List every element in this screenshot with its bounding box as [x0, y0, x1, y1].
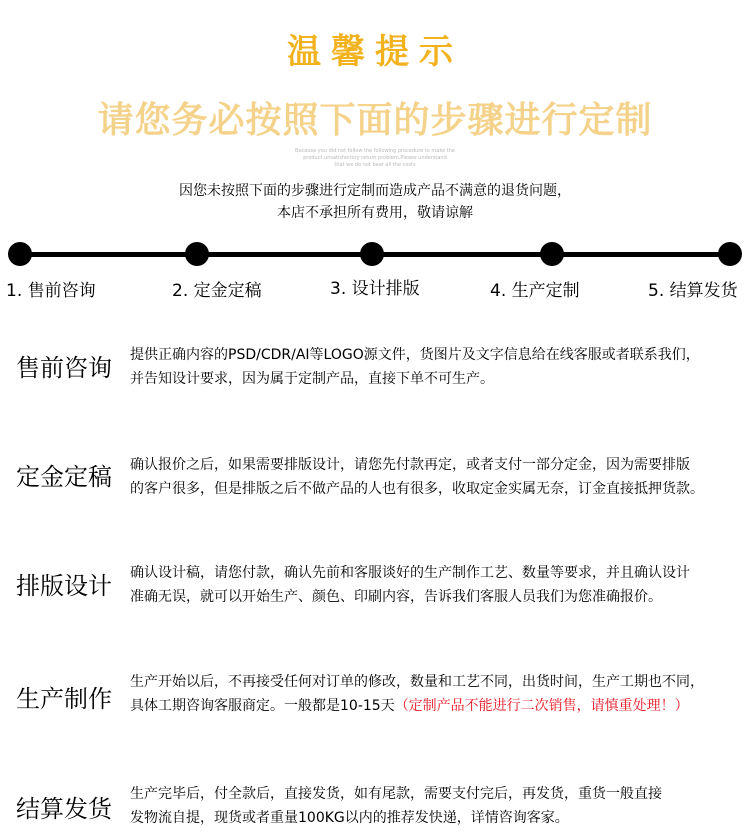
section-layout-line-2: 准确无误，就可以开始生产、颜色、印刷内容，告诉我们客服人员我们为您准确报价。 [130, 589, 662, 605]
english-note-line-1: Because you did not follow the following procedure to make the [295, 148, 455, 154]
section-title-layout: 排版设计 [16, 572, 112, 600]
timeline-dot-4 [540, 242, 564, 266]
timeline-dot-2 [185, 242, 209, 266]
page-title: 温馨提示 [287, 32, 463, 72]
section-production-line-2 [130, 694, 742, 718]
page-subtitle: 请您务必按照下面的步骤进行定制 [97, 100, 653, 141]
section-production-line-1: 生产开始以后，不再接受任何对订单的修改，数量和工艺不同，出货时间，生产工期也不同， [130, 674, 704, 690]
notice-line-2: 本店不承担所有费用，敬请谅解 [277, 205, 473, 221]
section-body-production [130, 670, 742, 718]
step-label-5: 5. 结算发货 [648, 281, 738, 301]
section-presale-line-2: 并告知设计要求，因为属于定制产品，直接下单不可生产。 [130, 371, 494, 387]
section-body-deposit [130, 453, 742, 501]
section-layout-line-1: 确认设计稿，请您付款，确认先前和客服谈好的生产制作工艺、数量等要求，并且确认设计 [130, 565, 690, 581]
step-label-2: 2. 定金定稿 [172, 281, 262, 301]
section-deposit-line-2: 的客户很多，但是排版之后不做产品的人也有很多，收取定金实属无奈，订金直接抵押货款。 [130, 481, 704, 497]
section-presale-line-1: 提供正确内容的PSD/CDR/AI等LOGO源文件，货图片及文字信息给在线客服或者联系我们， [130, 347, 700, 363]
english-note-line-2: product unsatisfactory return problem.Please understand [303, 155, 447, 161]
timeline-dot-1 [8, 242, 32, 266]
section-deposit-line-1: 确认报价之后，如果需要排版设计，请您先付款再定，或者支付一部分定金，因为需要排版 [130, 457, 690, 473]
step-label-1: 1. 售前咨询 [6, 281, 96, 301]
step-label-4: 4. 生产定制 [490, 281, 580, 301]
production-warning: （定制产品不能进行二次销售，请慎重处理！） [394, 698, 689, 714]
section-title-presale: 售前咨询 [16, 354, 112, 382]
section-title-production: 生产制作 [16, 685, 112, 713]
section-body-presale [130, 343, 742, 391]
section-body-layout [130, 561, 742, 609]
section-settlement-line-1: 生产完毕后，付全款后，直接发货，如有尾款，需要支付完后，再发货，重货一般直接 [130, 786, 662, 802]
step-label-3: 3. 设计排版 [330, 279, 420, 299]
section-title-deposit: 定金定稿 [16, 463, 112, 491]
section-settlement-line-2: 发物流自提，现货或者重量100KG以内的推荐发快递，详情咨询客家。 [130, 810, 569, 826]
english-note-line-3: that we do not bear all the costs [334, 162, 416, 168]
notice-line-1: 因您未按照下面的步骤进行定制而造成产品不满意的退货问题， [179, 183, 571, 199]
section-title-settlement: 结算发货 [16, 795, 112, 823]
section-body-settlement [130, 782, 742, 830]
timeline-dot-5 [718, 242, 742, 266]
timeline-dot-3 [360, 242, 384, 266]
section-production-line-2-text: 具体工期咨询客服商定。一般都是10-15天 [130, 698, 395, 714]
